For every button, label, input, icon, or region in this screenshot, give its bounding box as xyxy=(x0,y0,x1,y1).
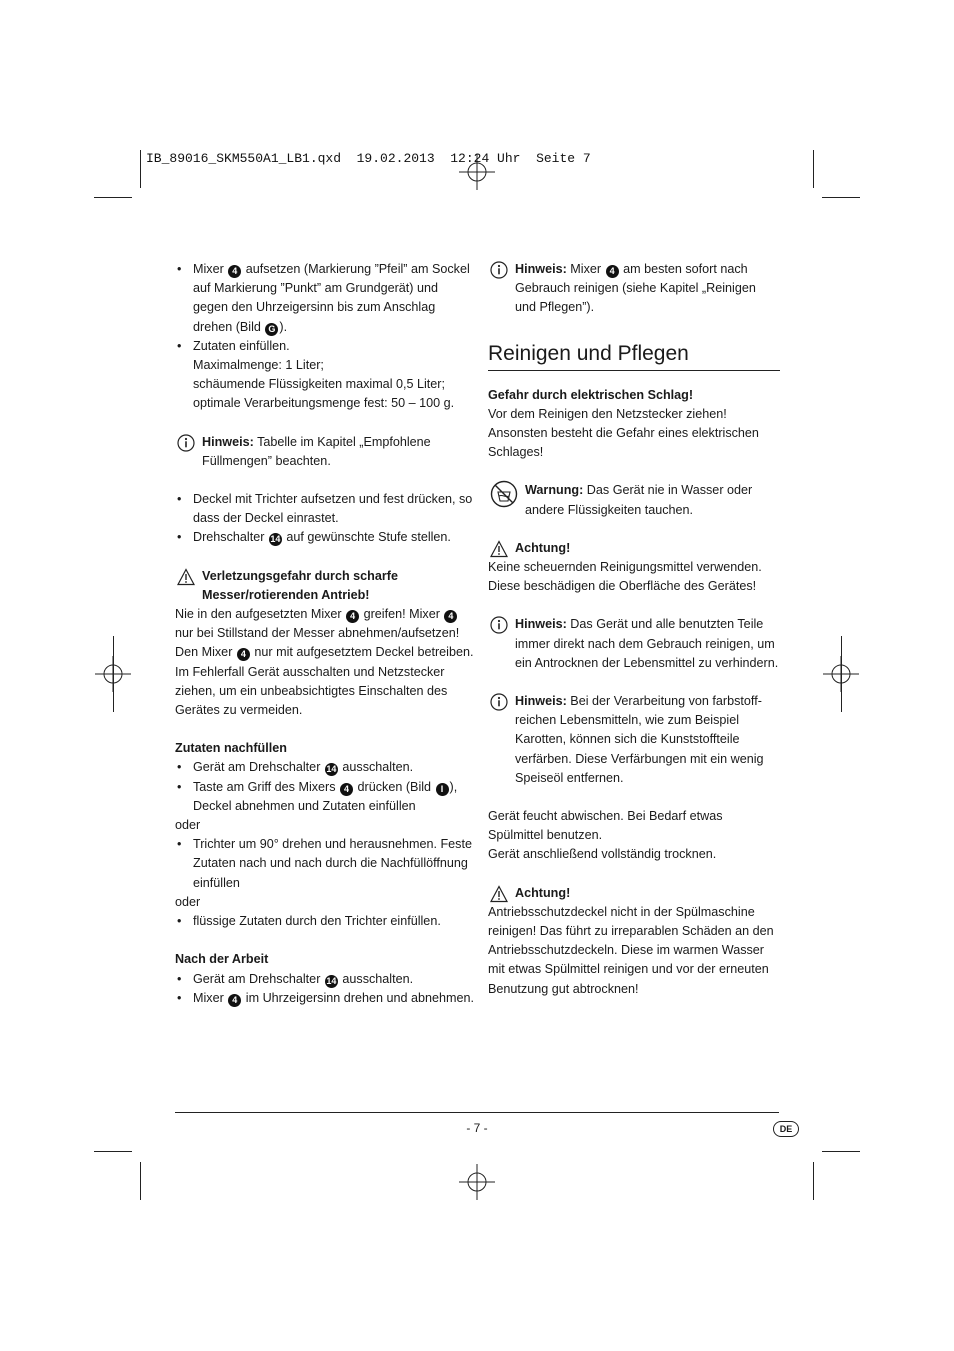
section-heading: Gefahr durch elektrischen Schlag! xyxy=(488,387,694,402)
crop-mark xyxy=(94,1151,132,1152)
section-heading: Zutaten nachfüllen xyxy=(175,741,287,756)
right-column xyxy=(488,260,780,999)
no-water-immersion-icon xyxy=(490,480,518,508)
section-heading: Nach der Arbeit xyxy=(175,952,269,967)
print-slug: IB_89016_SKM550A1_LB1.qxd 19.02.2013 12:24 Uhr Seite 7 xyxy=(146,151,591,166)
paragraph: Vor dem Reinigen den Netzstecker ziehen! Ansonsten besteht die Gefahr eines elektrischen Schlages! xyxy=(488,406,759,460)
paragraph: Antriebsschutzdeckel nicht in der Spülmaschine reinigen! Das führt zu irreparablen Schäden an den Antriebsschutzdeckeln. Diese im warmen Wasser mit etwas Spülmittel reinigen und vor der erneuten Benutzung gut abtrocknen! xyxy=(488,904,774,996)
attention-note: Achtung! xyxy=(488,884,780,903)
warning-note: Warnung: Das Gerät nie in Wasser oder andere Flüssigkeiten tauchen. xyxy=(488,481,780,519)
info-icon xyxy=(490,616,508,634)
info-icon xyxy=(490,693,508,711)
list-item: • Drehschalter 14 auf gewünschte Stufe stellen. xyxy=(175,528,475,547)
note: Hinweis: Mixer 4 am besten sofort nach Gebrauch reinigen (siehe Kapitel „Reinigen und Pflegen”). xyxy=(488,260,780,318)
or-text: oder xyxy=(175,894,201,909)
attention-note: Achtung! xyxy=(488,539,780,558)
crop-mark xyxy=(140,150,141,188)
footer-rule xyxy=(175,1112,779,1113)
crop-mark xyxy=(813,1162,814,1200)
info-icon xyxy=(177,434,195,452)
crop-mark xyxy=(822,1151,860,1152)
crop-mark xyxy=(113,636,114,712)
list-item: • Gerät am Drehschalter 14 ausschalten. xyxy=(175,970,475,989)
page-number: - 7 - xyxy=(466,1121,488,1135)
crop-mark xyxy=(841,636,842,712)
warning-triangle-icon xyxy=(490,540,508,558)
registration-mark-icon xyxy=(459,1164,495,1200)
list-item: • Mixer 4 aufsetzen (Markierung ”Pfeil” am Sockel auf Markierung ”Punkt” am Grundgerät) und gegen den Uhrzeigersinn bis zum Anschlag drehen (Bild G ). xyxy=(175,260,475,337)
warning-text: Nie in den aufgesetzten Mixer 4 greifen! Mixer 4 nur bei Stillstand der Messer abnehmen/aufsetzen! Den Mixer 4 nur mit aufgesetztem Deckel betreiben. xyxy=(175,607,474,660)
crop-mark xyxy=(822,197,860,198)
info-icon xyxy=(490,261,508,279)
warning-text: Im Fehlerfall Gerät ausschalten und Netzstecker ziehen, um ein unbeabsichtigtes Einschalten des Gerätes zu vermeiden. xyxy=(175,664,448,718)
list-item: • Gerät am Drehschalter 14 ausschalten. xyxy=(175,758,475,777)
warning-triangle-icon xyxy=(177,568,195,586)
list-item: • Deckel mit Trichter aufsetzen und fest drücken, so dass der Deckel einrastet. xyxy=(175,490,475,528)
crop-mark xyxy=(140,1162,141,1200)
note: Hinweis: Das Gerät und alle benutzten Teile immer direkt nach dem Gebrauch reinigen, um ein Antrocknen der Lebensmittel zu verhindern. xyxy=(488,615,780,673)
paragraph: Keine scheuernden Reinigungsmittel verwenden. Diese beschädigen die Oberfläche des Gerätes! xyxy=(488,560,762,594)
list-item: • Taste am Griff des Mixers 4 drücken (Bild I ), Deckel abnehmen und Zutaten einfüllen xyxy=(175,778,475,816)
left-column xyxy=(175,260,475,1008)
note: Hinweis: Tabelle im Kapitel „Empfohlene Füllmengen” beachten. xyxy=(175,433,475,471)
list-item: • Trichter um 90° drehen und herausnehmen. Feste Zutaten nach und nach durch die Nachfüllöffnung einfüllen xyxy=(175,835,475,893)
paragraph: Gerät anschließend vollständig trocknen. xyxy=(488,847,717,862)
language-badge: DE xyxy=(773,1121,799,1137)
or-text: oder xyxy=(175,818,201,833)
crop-mark xyxy=(813,150,814,188)
warning-triangle-icon xyxy=(490,885,508,903)
section-title: Reinigen und Pflegen xyxy=(488,341,780,371)
list-item: • Mixer 4 im Uhrzeigersinn drehen und abnehmen. xyxy=(175,989,475,1008)
note: Hinweis: Bei der Verarbeitung von farbstoffreichen Lebensmitteln, wie zum Beispiel Karotten, können sich die Kunststoffteile verfärben. Diese Verfärbungen mit ein wenig Speiseöl entfernen. xyxy=(488,692,780,788)
warning-note: Verletzungsgefahr durch scharfe Messer/rotierenden Antrieb! xyxy=(175,567,475,605)
crop-mark xyxy=(94,197,132,198)
list-item: • Zutaten einfüllen. Maximalmenge: 1 Liter; schäumende Flüssigkeiten maximal 0,5 Liter; optimale Verarbeitungsmenge fest: 50 – 100 g. xyxy=(175,337,475,414)
paragraph: Gerät feucht abwischen. Bei Bedarf etwas Spülmittel benutzen. xyxy=(488,809,723,843)
list-item: • flüssige Zutaten durch den Trichter einfüllen. xyxy=(175,912,475,931)
